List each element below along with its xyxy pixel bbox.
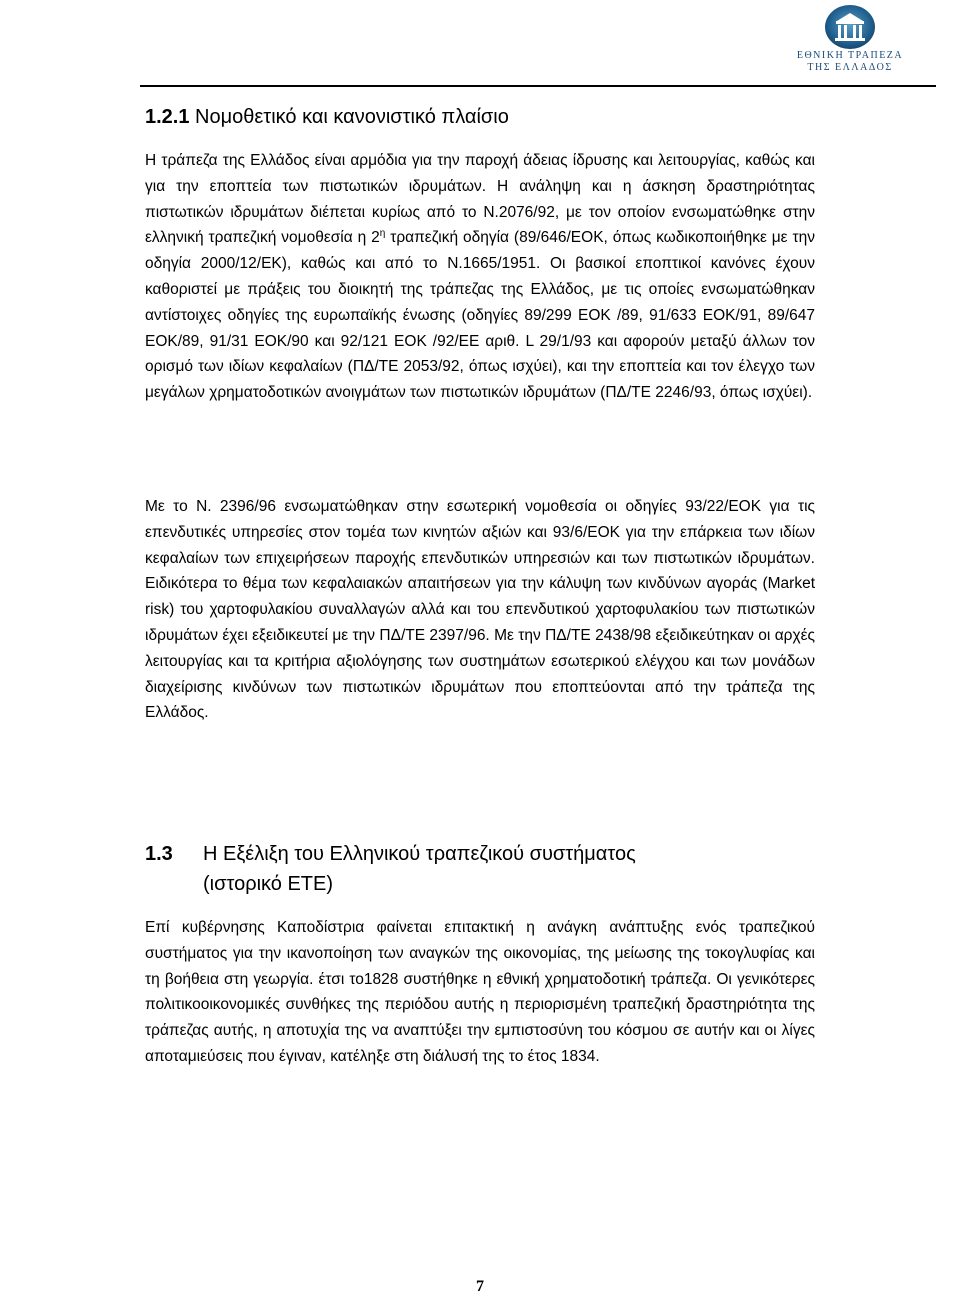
section-number: 1.3 [145, 843, 173, 865]
paragraph-text: Επί κυβέρνησης Καποδίστρια φαίνεται επιτακτική η ανάγκη ανάπτυξης ενός τραπεζικού συστήματος για την ικανοποίηση των αναγκών της οικονομίας, της μείωσης της τοκογλυφίας και τη βοήθεια στη γεωργία. έτσι το1828 συστήθηκε η εθνική χρηματοδοτική τράπεζα. Οι γενικότερες πολιτικοοικονομικές συνθήκες της περιόδου αυτής η περιορισμένη τραπεζική δραστηριότητα της τράπεζας αυτής, η αποτυχία της να αναπτύξει την εμπιστοσύνη του κόσμου σε αυτήν και οι λίγες αποταμιεύσεις που έγιναν, κατέληξε στη διάλυσή της το έτος 1834. [145, 919, 815, 1065]
section-number: 1.2.1 [145, 106, 190, 128]
paragraph-history [145, 915, 815, 1070]
logo-text-line1: ΕΘΝΙΚΗ ΤΡΑΠΕΖΑ [796, 50, 904, 61]
header-divider [140, 85, 936, 87]
page-number: 7 [476, 1278, 484, 1295]
paragraph-text-part1: Η τράπεζα της Ελλάδος είναι αρμόδια για την παροχή άδειας ίδρυσης και λειτουργίας, καθώς και για την εποπτεία των πιστωτικών ιδρυμάτων. Η ανάληψη και η άσκηση δραστηριότητας πιστωτικών ιδρυμάτων διέπεται κυρίως από το Ν.2076/92, με τον οποίον ενσωματώθηκε στην ελληνική τραπεζική νομοθεσία η 2 [145, 152, 815, 247]
section-title: Νομοθετικό και κανονιστικό πλαίσιο [195, 106, 509, 128]
paragraph-law-2396-96 [145, 494, 815, 726]
paragraph-text-part2: τραπεζική οδηγία (89/646/ΕΟΚ, όπως κωδικοποιήθηκε με την οδηγία 2000/12/ΕΚ), καθώς και από το Ν.1665/1951. Οι βασικοί εποπτικοί κανόνες έχουν καθοριστεί με πράξεις του διοικητή της τράπεζας της Ελλάδος, με τις οποίες ενσωματώθηκαν αντίστοιχες οδηγίες της ευρωπαϊκής ένωσης (οδηγίες 89/299 ΕΟΚ /89, 91/633 ΕΟΚ/91, 89/647 ΕΟΚ/89, 91/31 ΕΟΚ/90 και 92/121 ΕΟΚ /92/ΕΕ αριθ. L 29/1/93 και αφορούν μεταξύ άλλων τον ορισμό των ιδίων κεφαλαίων (ΠΔ/ΤΕ 2053/92, όπως ισχύει), και την εποπτεία και τον έλεγχο των μεγάλων χρηματοδοτικών ανοιγμάτων των πιστωτικών ιδρυμάτων (ΠΔ/ΤΕ 2246/93, όπως ισχύει). [145, 229, 815, 402]
bank-logo [770, 4, 930, 82]
bank-building-emblem-icon [770, 4, 930, 50]
section-title-line2: (ιστορικό ΕΤΕ) [203, 873, 333, 895]
ordinal-superscript: η [379, 228, 386, 240]
logo-text-line2: ΤΗΣ ΕΛΛΑΔΟΣ [807, 62, 893, 73]
section-heading-1-3 [145, 842, 636, 896]
section-title-line1: Η Εξέλιξη του Ελληνικού τραπεζικού συστήματος [203, 843, 636, 865]
section-heading-1-2-1 [145, 105, 509, 129]
paragraph-text: Με το Ν. 2396/96 ενσωματώθηκαν στην εσωτερική νομοθεσία οι οδηγίες 93/22/ΕΟΚ για τις επενδυτικές υπηρεσίες στον τομέα των κινητών αξιών και 93/6/ΕΟΚ για την επάρκεια των ιδίων κεφαλαίων των επιχειρήσεων παροχής επενδυτικών υπηρεσιών και των πιστωτικών ιδρυμάτων. Ειδικότερα το θέμα των κεφαλαιακών απαιτήσεων για την κάλυψη των κινδύνων αγοράς (Market risk) του χαρτοφυλακίου συναλλαγών αλλά και του επενδυτικού χαρτοφυλακίου των πιστωτικών ιδρυμάτων έχει εξειδικευτεί με την ΠΔ/ΤΕ 2397/96. Με την ΠΔ/ΤΕ 2438/98 εξειδικεύτηκαν οι αρχές λειτουργίας και τα κριτήρια αξιολόγησης των συστημάτων εσωτερικού ελέγχου και των μονάδων διαχείρισης κινδύνων των πιστωτικών ιδρυμάτων που εποπτεύονται από την τράπεζα της Ελλάδος. [145, 498, 815, 722]
paragraph-legal-framework [145, 148, 815, 406]
